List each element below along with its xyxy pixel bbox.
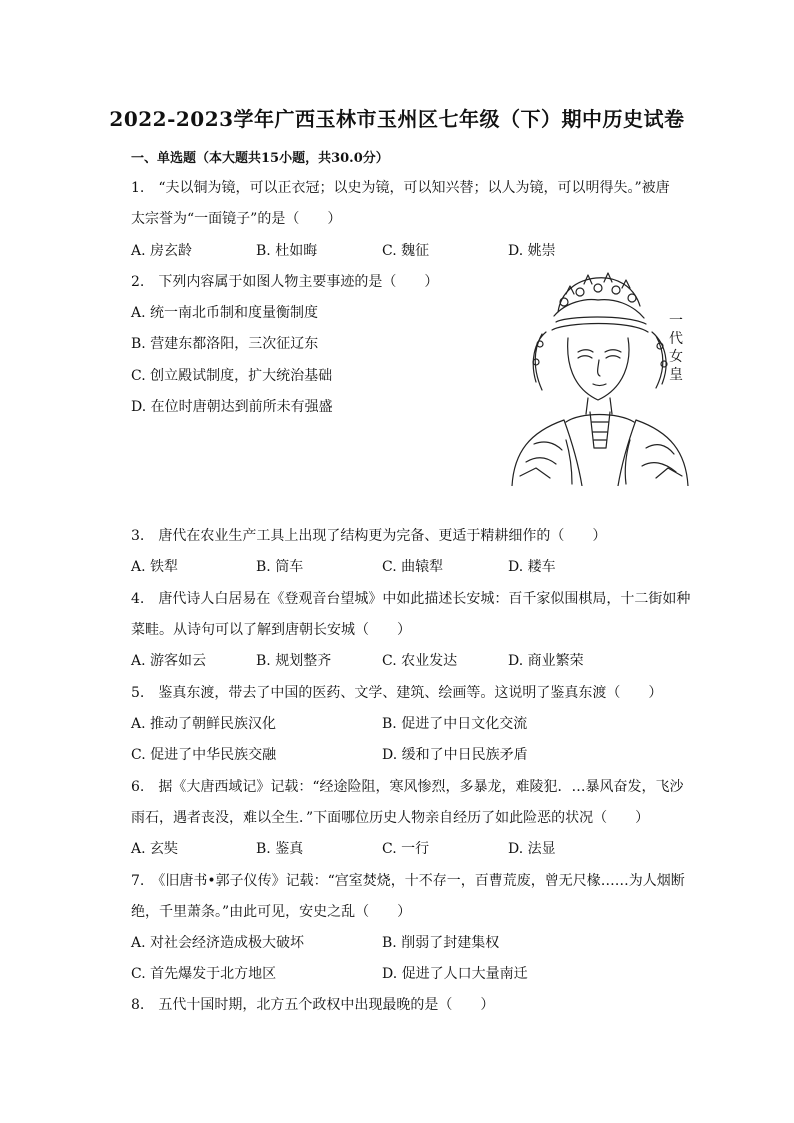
section-heading: 一、单选题（本大题共15小题，共30.0分） [131,151,389,166]
question-3-option-d: D. 耧车 [508,559,556,575]
question-1-option-b: B. 杜如晦 [256,243,318,259]
question-7-line-1: 7. 《旧唐书•郭子仪传》记载：“宫室焚烧，十不存一，百曹荒废，曾无尺椽……为人烟断 [131,873,685,889]
question-6-line-1: 6. 据《大唐西域记》记载：“经途险阻，寒风惨烈，多暴龙，难陵犯．…暴风奋发，飞沙 [131,779,684,795]
question-3-option-c: C. 曲辕犁 [382,559,444,575]
question-2-option-d: D. 在位时唐朝达到前所未有强盛 [131,399,333,415]
caption-char-4: 皇 [669,367,683,383]
question-6-option-a: A. 玄奘 [131,841,179,857]
question-7-line-2: 绝，千里萧条。”由此可见，安史之乱（ ） [131,904,412,920]
empress-portrait-image [506,272,692,486]
page-title: 2022-2023学年广西玉林市玉州区七年级（下）期中历史试卷 [109,107,685,131]
question-2-option-c: C. 创立殿试制度，扩大统治基础 [131,368,333,384]
portrait-caption [667,312,685,384]
question-1-option-d: D. 姚崇 [508,243,556,259]
question-4-option-c: C. 农业发达 [382,653,458,669]
question-5-option-a: A. 推动了朝鲜民族汉化 [131,716,277,732]
question-2-option-b: B. 营建东都洛阳，三次征辽东 [131,336,319,352]
caption-char-1: 一 [669,313,683,329]
question-4-option-d: D. 商业繁荣 [508,653,584,669]
question-7-option-d: D. 促进了人口大量南迁 [382,966,528,982]
question-7-option-b: B. 削弱了封建集权 [382,935,500,951]
question-5-line-1: 5. 鉴真东渡，带去了中国的医药、文学、建筑、绘画等。这说明了鉴真东渡（ ） [131,685,663,701]
question-5-option-d: D. 缓和了中日民族矛盾 [382,747,528,763]
question-7-option-c: C. 首先爆发于北方地区 [131,966,277,982]
question-4-line-1: 4. 唐代诗人白居易在《登观音台望城》中如此描述长安城：百千家似围棋局，十二街如种 [131,591,691,607]
question-6-line-2: 雨石，遇者丧没，难以全生．”下面哪位历史人物亲自经历了如此险恶的状况（ ） [131,810,650,826]
question-5-option-c: C. 促进了中华民族交融 [131,747,277,763]
question-4-option-a: A. 游客如云 [131,653,207,669]
caption-char-3: 女 [669,349,683,365]
question-6-option-c: C. 一行 [382,841,430,857]
question-8-line-1: 8. 五代十国时期，北方五个政权中出现最晚的是（ ） [131,997,495,1013]
caption-char-2: 代 [669,331,683,347]
question-3-option-b: B. 筒车 [256,559,304,575]
question-3-option-a: A. 铁犁 [131,559,179,575]
question-7-option-a: A. 对社会经济造成极大破坏 [131,935,305,951]
question-4-line-2: 菜畦。从诗句可以了解到唐朝长安城（ ） [131,622,411,638]
question-1-line-2: 太宗誉为“一面镜子”的是（ ） [131,211,342,227]
question-3-line-1: 3. 唐代在农业生产工具上出现了结构更为完备、更适于精耕细作的（ ） [131,528,607,544]
question-4-option-b: B. 规划整齐 [256,653,332,669]
question-6-option-b: B. 鉴真 [256,841,304,857]
question-1-line-1: 1. “夫以铜为镜，可以正衣冠；以史为镜，可以知兴替；以人为镜，可以明得失。”被唐 [131,180,670,196]
question-5-option-b: B. 促进了中日文化交流 [382,716,528,732]
question-1-option-c: C. 魏征 [382,243,430,259]
question-2-line-1: 2. 下列内容属于如图人物主要事迹的是（ ） [131,274,439,290]
question-1-option-a: A. 房玄龄 [131,243,193,259]
question-2-option-a: A. 统一南北币制和度量衡制度 [131,305,319,321]
question-6-option-d: D. 法显 [508,841,556,857]
